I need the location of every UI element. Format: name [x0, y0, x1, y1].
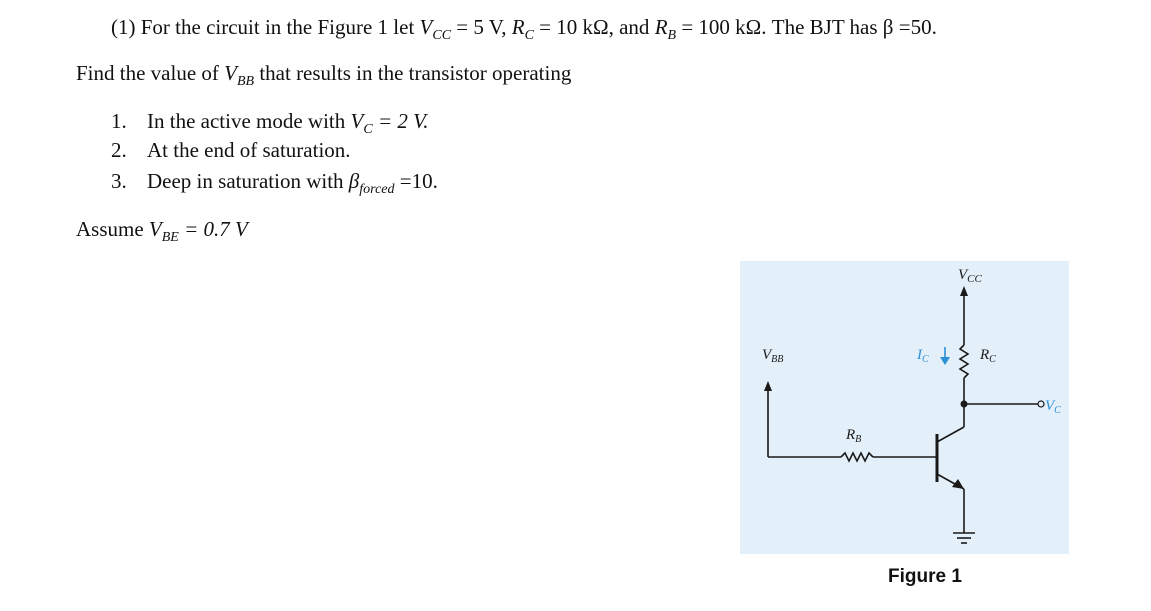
vc-value: = 2 V.	[372, 109, 429, 133]
problem-intro: For the circuit in the Figure 1 let	[140, 15, 415, 39]
rb-value: = 100 kΩ.	[676, 15, 767, 39]
ic-label: $I_C$	[917, 347, 929, 365]
vbe-value: = 0.7 V	[178, 217, 248, 241]
vcc-value: = 5 V,	[451, 15, 507, 39]
list-item-number: 3.	[111, 169, 127, 193]
list-item-number: 1.	[111, 109, 127, 133]
vc-label: $V_C$	[1045, 398, 1061, 416]
beta-forced-symbol: $\beta_{forced}$	[348, 169, 395, 197]
figure-caption: Figure 1	[888, 566, 962, 587]
vbb-symbol: $V_{BB}$	[224, 61, 255, 89]
vc-terminal	[1038, 401, 1044, 407]
rc-symbol: $R_C$	[511, 15, 534, 43]
figure-background	[740, 261, 1069, 554]
vcc-label: $V_{CC}$	[958, 267, 982, 285]
rc-label: $R_C$	[980, 347, 996, 365]
rc-value: = 10 kΩ,	[533, 15, 620, 39]
assume-label: Assume	[76, 217, 144, 241]
and-word: and	[619, 15, 650, 39]
circuit-diagram	[740, 261, 1069, 554]
vc-symbol: $V_C$	[350, 109, 373, 137]
vbe-symbol: $V_{BE}$	[148, 217, 179, 245]
list-item	[111, 171, 438, 197]
problem-number: (1)	[111, 15, 136, 39]
find-text-b: that results in the transistor operating	[259, 61, 572, 85]
list-item	[111, 111, 429, 137]
problem-statement-line	[111, 17, 937, 43]
rb-label: $R_B$	[846, 427, 862, 445]
list-item	[111, 140, 351, 161]
vbb-label: $V_{BB}$	[762, 347, 784, 365]
find-text-a: Find the value of	[76, 61, 219, 85]
vcc-symbol: $V_{CC}$	[419, 15, 452, 43]
list-item-number: 2.	[111, 138, 127, 162]
assumption-line	[76, 219, 248, 245]
rb-symbol: $R_B$	[654, 15, 677, 43]
beta-statement: The BJT has β =50.	[771, 15, 937, 39]
collector-node-dot	[961, 401, 968, 408]
find-statement-line	[76, 63, 571, 89]
list-item-text: Deep in saturation with	[147, 169, 349, 193]
list-item-text: In the active mode with	[147, 109, 351, 133]
list-item-text: At the end of saturation.	[147, 138, 351, 162]
beta-forced-value: =10.	[394, 169, 438, 193]
